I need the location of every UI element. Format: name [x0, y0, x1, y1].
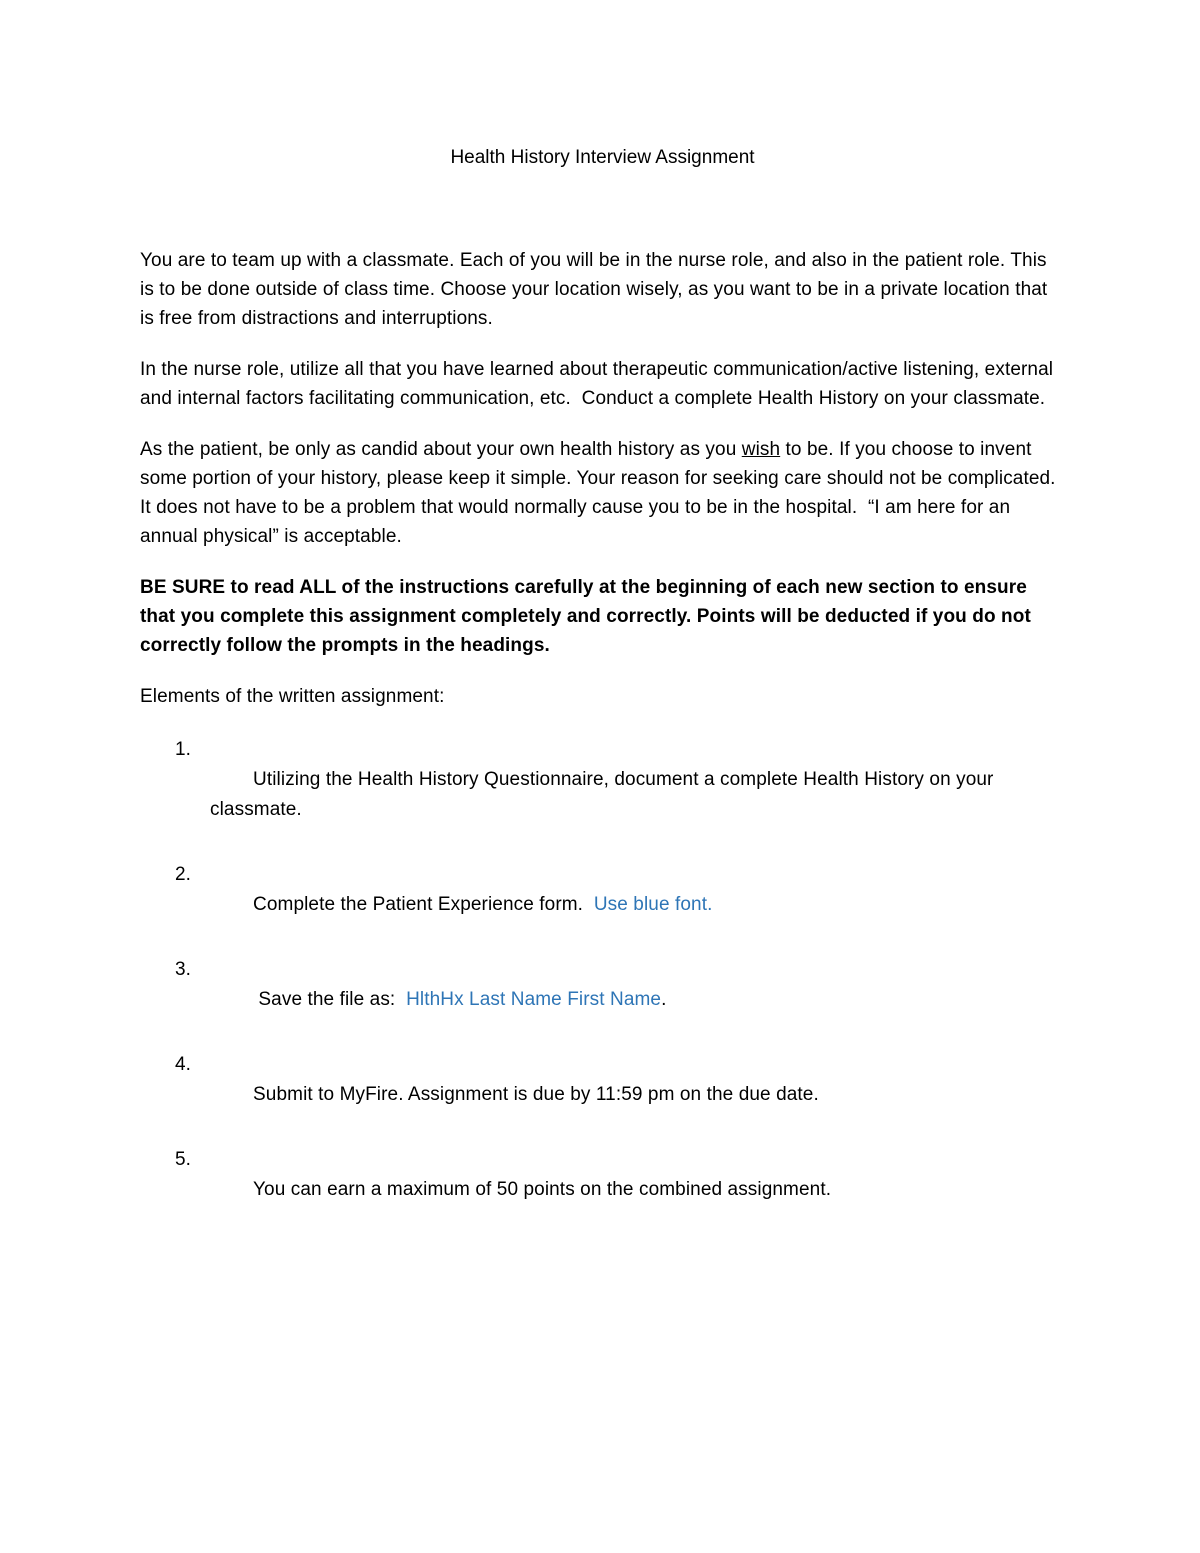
list-item-3-text: Save the file as:	[253, 989, 407, 1010]
list-item-5-text: You can earn a maximum of 50 points on the combined assignment.	[253, 1179, 832, 1200]
list-item-2	[140, 860, 1065, 950]
list-item-2-text: Complete the Patient Experience form.	[253, 894, 594, 915]
list-item-5	[140, 1145, 1065, 1235]
nurse-role-paragraph: In the nurse role, utilize all that you have learned about therapeutic communication/active listening, external and internal factors facilitating communication, etc. Conduct a complete Health History on your classmate.	[140, 359, 1059, 409]
list-item-2-number: 2.	[175, 864, 192, 885]
list-item-1-number: 1.	[175, 739, 192, 760]
document-title	[140, 143, 1065, 172]
warning-paragraph-bold: BE SURE to read ALL of the instructions carefully at the beginning of each new section to ensure that you complete this assignment completely and correctly. Points will be deducted if you do not correctly follow the prompts in the headings.	[140, 577, 1037, 656]
list-item-4-number: 4.	[175, 1054, 192, 1075]
document-content	[140, 143, 1065, 1240]
list-item-5-number: 5.	[175, 1149, 192, 1170]
patient-role-text-after: to be. If you choose to invent some portion of your history, please keep it simple. Your reason for seeking care should not be complicated. It does not have to be a problem that would normally cause you to be in the hospital. “I am here for an annual physical” is acceptable.	[140, 439, 1067, 547]
list-item-3-suffix: .	[661, 989, 667, 1010]
patient-role-paragraph	[140, 435, 1065, 551]
list-item-1-text: Utilizing the Health History Questionnaire, document a complete Health History on your classmate.	[210, 769, 999, 820]
elements-heading: Elements of the written assignment:	[140, 686, 445, 707]
document-title-text: Health History Interview Assignment	[450, 147, 755, 168]
list-item-4	[140, 1050, 1065, 1140]
list-item-3-blue-text: HlthHx Last Name First Name	[406, 989, 662, 1010]
patient-role-text-before: As the patient, be only as candid about your own health history as you	[140, 439, 742, 460]
list-item-3	[140, 955, 1065, 1045]
underlined-word-wish: wish	[741, 439, 781, 460]
list-item-1	[140, 735, 1065, 855]
assignment-elements-list	[140, 735, 1065, 1235]
intro-paragraph: You are to team up with a classmate. Each of you will be in the nurse role, and also in the patient role. This is to be done outside of class time. Choose your location wisely, as you want to be in a private location that is free from distractions and interruptions.	[140, 250, 1053, 329]
list-item-2-blue-text: Use blue font.	[593, 894, 713, 915]
list-item-4-text: Submit to MyFire. Assignment is due by 11:59 pm on the due date.	[253, 1084, 819, 1105]
list-item-3-number: 3.	[175, 959, 192, 980]
